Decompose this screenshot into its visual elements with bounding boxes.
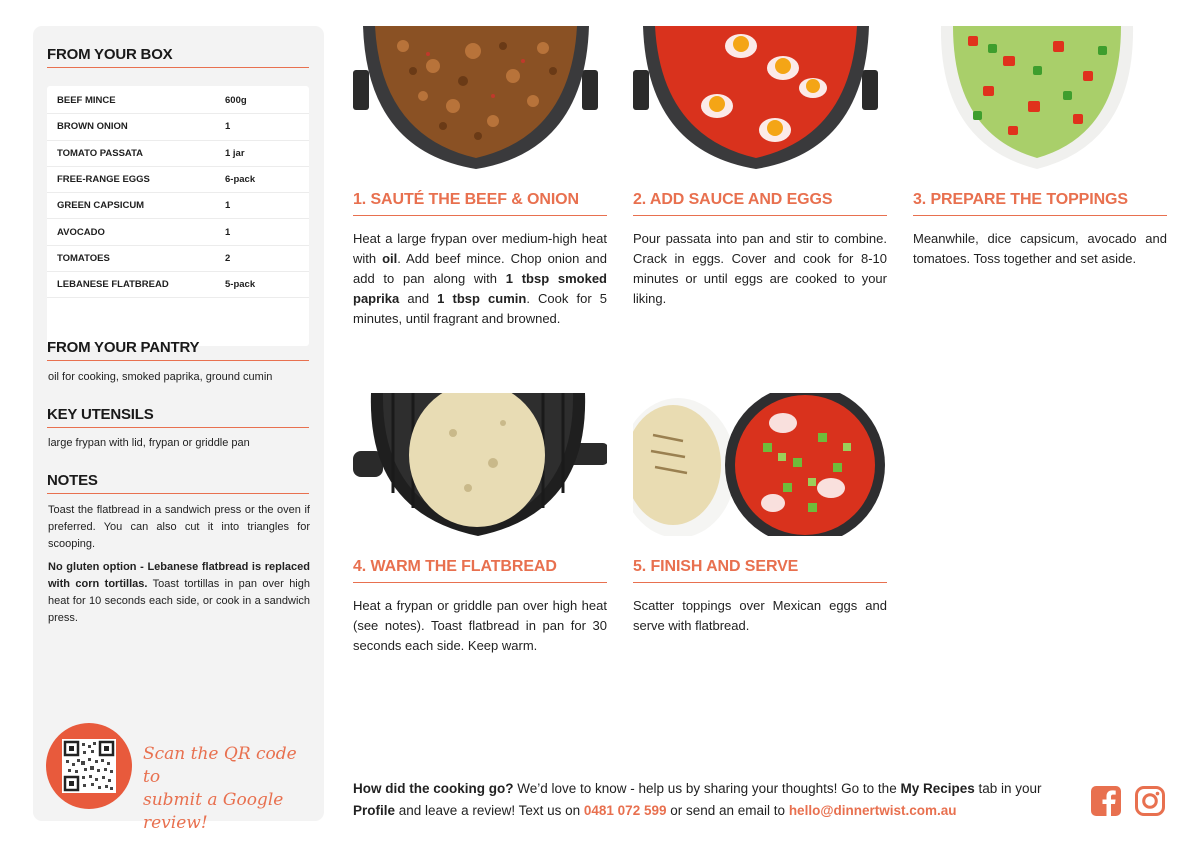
ingredient-name: TOMATO PASSATA	[57, 147, 144, 159]
table-row	[47, 193, 309, 219]
text-run: tab in your	[974, 781, 1042, 796]
from-your-box-heading: FROM YOUR BOX	[47, 46, 309, 68]
qr-badge	[46, 723, 132, 809]
step-5-text: Scatter toppings over Mexican eggs and serve with flatbread.	[633, 598, 887, 633]
text-run: and leave a review! Text us on	[395, 803, 584, 818]
ingredients-table	[47, 86, 309, 346]
table-row	[47, 219, 309, 245]
text-run: Heat a large frypan over medium-high heat with	[353, 231, 607, 266]
phone-link[interactable]: 0481 072 599	[583, 803, 667, 818]
step-2-photo	[633, 26, 887, 169]
table-row	[47, 272, 309, 298]
table-row	[47, 88, 309, 114]
email-link[interactable]: hello@dinnertwist.com.au	[788, 803, 957, 818]
ingredient-name: TOMATOES	[57, 252, 110, 264]
step-3-title: 3. PREPARE THE TOPPINGS	[913, 191, 1167, 216]
facebook-icon[interactable]	[1090, 785, 1122, 817]
notes-paragraph: Toast the flatbread in a sandwich press or the oven if preferred. You can also cut it into triangles for scooping.	[48, 504, 310, 550]
step-5-title: 5. FINISH AND SERVE	[633, 558, 887, 583]
ingredient-qty: 6-pack	[225, 174, 256, 186]
ingredient-name: GREEN CAPSICUM	[57, 200, 145, 212]
ingredient-name: BEEF MINCE	[57, 95, 116, 107]
step-4-text: Heat a frypan or griddle pan over high heat (see notes). Toast flatbread in pan for 30 seconds each side. Keep warm.	[353, 598, 607, 653]
ingredient-qty: 600g	[225, 95, 247, 107]
notes-bold: No gluten option - Lebanese flatbread is replaced with corn tortillas.	[48, 561, 310, 590]
ingredient-name: LEBANESE FLATBREAD	[57, 279, 169, 291]
notes-paragraph	[48, 559, 310, 627]
ingredient-qty: 1	[225, 121, 231, 133]
step-2-title: 2. ADD SAUCE AND EGGS	[633, 191, 887, 216]
table-row	[47, 167, 309, 193]
step-4-photo	[353, 393, 607, 536]
notes-text	[48, 502, 310, 633]
ingredient-qty: 5-pack	[225, 279, 256, 291]
ingredient-name: FREE-RANGE EGGS	[57, 174, 150, 186]
text-run: and	[399, 291, 438, 306]
footer-question: How did the cooking go?	[353, 781, 514, 796]
bold-run: 1 tbsp smoked paprika	[353, 271, 607, 306]
bold-run: 1 tbsp cumin	[437, 291, 527, 306]
step-5-photo	[633, 393, 887, 536]
qr-code-icon[interactable]	[62, 739, 116, 793]
pantry-text: oil for cooking, smoked paprika, ground cumin	[48, 371, 273, 383]
text-run: or send an email to	[666, 803, 789, 818]
ingredient-name: AVOCADO	[57, 226, 105, 238]
step-2-text: Pour passata into pan and stir to combine. Crack in eggs. Cover and cook for 8-10 minutes or until eggs are cooked to your liking.	[633, 231, 887, 306]
ingredient-qty: 1	[225, 200, 231, 212]
table-row	[47, 246, 309, 272]
step-1-photo	[353, 26, 607, 169]
step-4-title: 4. WARM THE FLATBREAD	[353, 558, 607, 583]
bold-run: oil	[382, 251, 398, 266]
notes-rest: Toast tortillas in pan over high heat for 10 seconds each side, or cook in a sandwich press.	[48, 578, 310, 624]
text-run: . Cook for 5 minutes, until fragrant and browned.	[353, 291, 607, 326]
qr-caption	[143, 743, 313, 835]
ingredient-qty: 1 jar	[225, 147, 245, 159]
qr-caption-line: submit a Google review!	[143, 790, 284, 833]
sidebar	[33, 26, 324, 833]
profile-link[interactable]: Profile	[353, 803, 396, 818]
step-3-text: Meanwhile, dice capsicum, avocado and tomatoes. Toss together and set aside.	[913, 231, 1167, 266]
pantry-heading: FROM YOUR PANTRY	[47, 339, 309, 361]
qr-caption-line: Scan the QR code to	[143, 744, 297, 787]
table-row	[47, 114, 309, 140]
utensils-text: large frypan with lid, frypan or griddle pan	[48, 437, 250, 449]
step-3-photo	[913, 26, 1167, 169]
notes-heading: NOTES	[47, 472, 309, 494]
step-1-text	[353, 229, 607, 329]
instagram-icon[interactable]	[1134, 785, 1166, 817]
text-run: We’d love to know - help us by sharing your thoughts! Go to the	[513, 781, 901, 796]
utensils-heading: KEY UTENSILS	[47, 406, 309, 428]
my-recipes-link[interactable]: My Recipes	[900, 781, 975, 796]
ingredient-name: BROWN ONION	[57, 121, 128, 133]
text-run: . Add beef mince. Chop onion and add to pan along with	[353, 251, 607, 286]
table-row	[47, 141, 309, 167]
ingredient-qty: 2	[225, 252, 231, 264]
ingredient-qty: 1	[225, 226, 231, 238]
review-footer	[353, 778, 1073, 822]
step-1-title: 1. SAUTÉ THE BEEF & ONION	[353, 191, 607, 216]
